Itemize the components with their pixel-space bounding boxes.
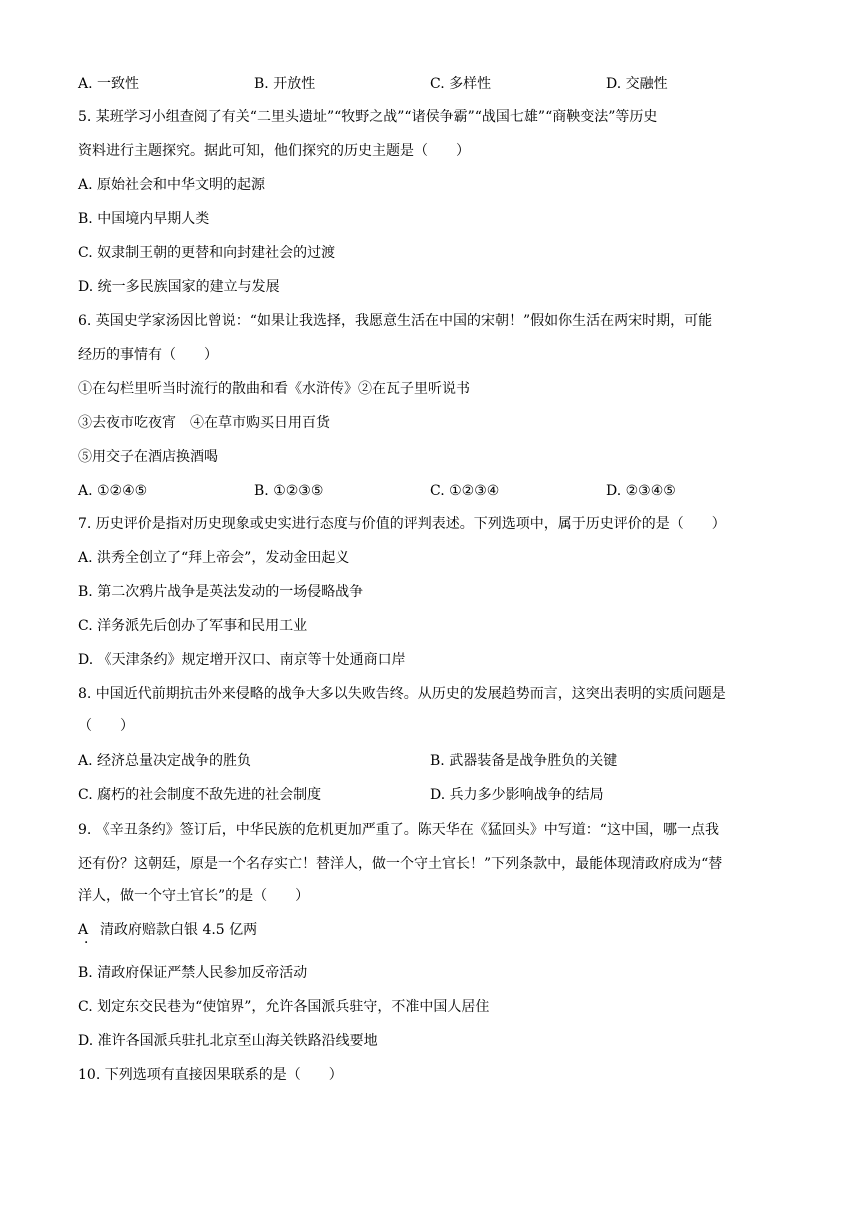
q9-option-a-text: 清政府赔款白银 4.5 亿两 bbox=[100, 922, 258, 938]
q9-option-a-dot: ． bbox=[84, 931, 98, 947]
q8-option-d: D. 兵力多少影响战争的结局 bbox=[430, 787, 604, 803]
q5-option-b: B. 中国境内早期人类 bbox=[78, 211, 210, 227]
q8-option-a: A. 经济总量决定战争的胜负 bbox=[78, 753, 252, 769]
q7-option-d: D. 《天津条约》规定增开汉口、南京等十处通商口岸 bbox=[78, 652, 406, 668]
q6-option-a: A. ①②④⑤ bbox=[78, 483, 148, 499]
q6-stem-line1: 6. 英国史学家汤因比曾说：“如果让我选择，我愿意生活在中国的宋朝！”假如你生活在两宋时期，可能 bbox=[78, 313, 713, 329]
q6-option-c: C. ①②③④ bbox=[430, 483, 500, 499]
q9-option-c: C. 划定东交民巷为“使馆界”，允许各国派兵驻守，不准中国人居住 bbox=[78, 999, 490, 1015]
q4-option-d: D. 交融性 bbox=[606, 76, 668, 92]
q6-stem-line2: 经历的事情有（ ） bbox=[78, 347, 218, 363]
q5-stem-line2: 资料进行主题探究。据此可知，他们探究的历史主题是（ ） bbox=[78, 143, 470, 159]
q8-stem-line2: （ ） bbox=[78, 718, 134, 734]
q5-option-c: C. 奴隶制王朝的更替和向封建社会的过渡 bbox=[78, 245, 336, 261]
q6-item-3: ⑤用交子在酒店换酒喝 bbox=[78, 449, 218, 465]
q4-option-b: B. 开放性 bbox=[254, 76, 316, 92]
q4-option-c: C. 多样性 bbox=[430, 76, 492, 92]
q6-item-2: ③去夜市吃夜宵 ④在草市购买日用百货 bbox=[78, 415, 330, 431]
q9-option-d: D. 准许各国派兵驻扎北京至山海关铁路沿线要地 bbox=[78, 1033, 378, 1049]
q4-option-a: A. 一致性 bbox=[78, 76, 140, 92]
q9-option-b: B. 清政府保证严禁人民参加反帝活动 bbox=[78, 965, 308, 981]
q7-option-c: C. 洋务派先后创办了军事和民用工业 bbox=[78, 618, 308, 634]
q6-option-d: D. ②③④⑤ bbox=[606, 483, 676, 499]
q5-option-d: D. 统一多民族国家的建立与发展 bbox=[78, 279, 280, 295]
q6-option-b: B. ①②③⑤ bbox=[254, 483, 324, 499]
q7-option-b: B. 第二次鸦片战争是英法发动的一场侵略战争 bbox=[78, 584, 364, 600]
q10-stem: 10. 下列选项有直接因果联系的是（ ） bbox=[78, 1067, 343, 1083]
q9-stem-line1: 9. 《辛丑条约》签订后，中华民族的危机更加严重了。陈天华在《猛回头》中写道：“这中国，哪一点我 bbox=[78, 822, 719, 838]
q5-stem-line1: 5. 某班学习小组查阅了有关“二里头遗址”“牧野之战”“诸侯争霸”“战国七雄”“商鞅变法”等历史 bbox=[78, 109, 658, 125]
q8-option-c: C. 腐朽的社会制度不敌先进的社会制度 bbox=[78, 787, 322, 803]
q8-option-b: B. 武器装备是战争胜负的关键 bbox=[430, 753, 618, 769]
q9-option-a-letter: A bbox=[78, 922, 89, 938]
q9-stem-line3: 洋人，做一个守土官长”的是（ ） bbox=[78, 888, 310, 904]
q5-option-a: A. 原始社会和中华文明的起源 bbox=[78, 177, 266, 193]
q7-stem: 7. 历史评价是指对历史现象或史实进行态度与价值的评判表述。下列选项中，属于历史评价的是（ ） bbox=[78, 516, 726, 532]
q9-stem-line2: 还有份？这朝廷，原是一个名存实亡！替洋人，做一个守土官长！”下列条款中，最能体现清政府成为“替 bbox=[78, 856, 723, 872]
q6-item-1: ①在勾栏里听当时流行的散曲和看《水浒传》②在瓦子里听说书 bbox=[78, 381, 470, 397]
q8-stem-line1: 8. 中国近代前期抗击外来侵略的战争大多以失败告终。从历史的发展趋势而言，这突出表明的实质问题是 bbox=[78, 686, 726, 702]
q7-option-a: A. 洪秀全创立了“拜上帝会”，发动金田起义 bbox=[78, 550, 350, 566]
